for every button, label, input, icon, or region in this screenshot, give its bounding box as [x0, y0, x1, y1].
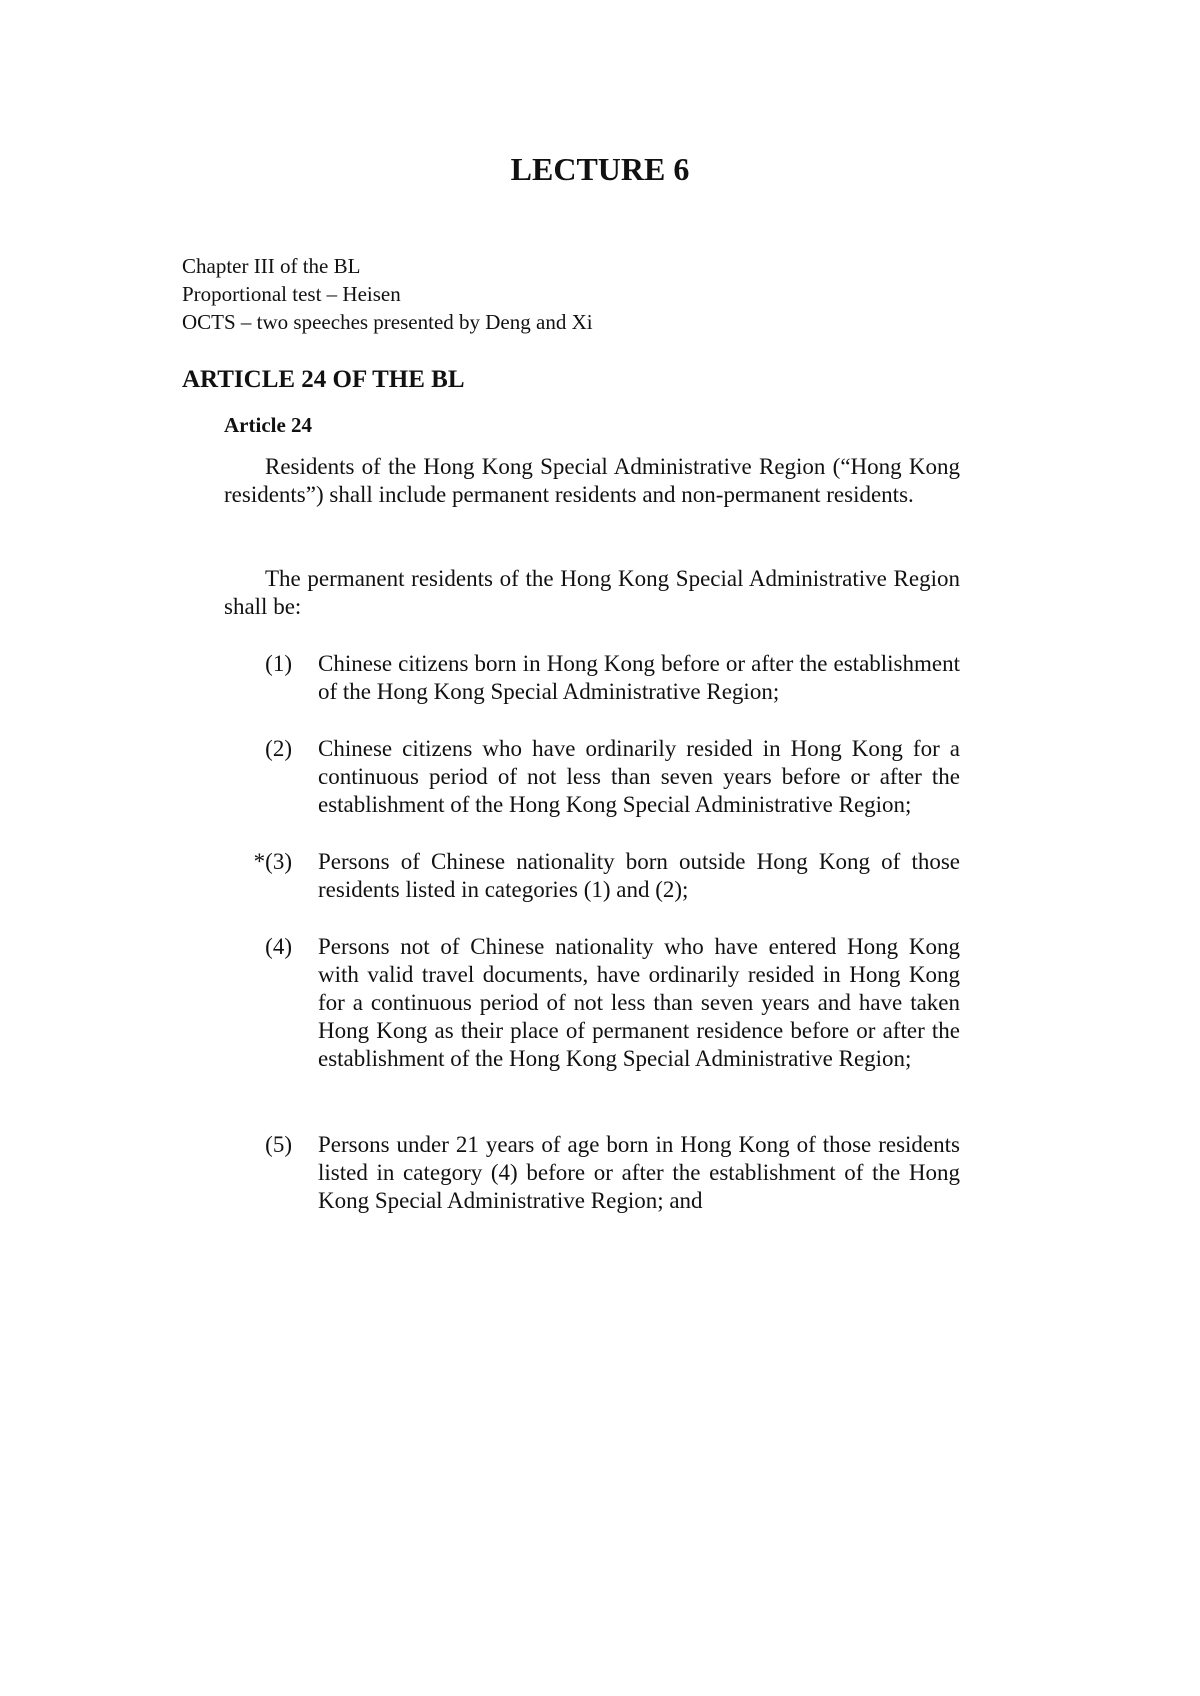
lecture-notes [182, 252, 593, 336]
list-item-text: Chinese citizens born in Hong Kong before or after the establishment of the Hong Kong Special Administrative Region; [318, 651, 960, 704]
note-line: Proportional test – Heisen [182, 282, 401, 306]
list-item [224, 650, 960, 706]
section-heading: ARTICLE 24 OF THE BL [182, 366, 465, 393]
note-line: OCTS – two speeches presented by Deng and Xi [182, 310, 593, 334]
list-item-text: Persons under 21 years of age born in Hong Kong of those residents listed in category (4) before or after the establishment of the Hong Kong Special Administrative Region; and [318, 1132, 960, 1213]
list-item-text: Persons of Chinese nationality born outside Hong Kong of those residents listed in categories (1) and (2); [318, 849, 960, 902]
article-paragraph: Residents of the Hong Kong Special Administrative Region (“Hong Kong residents”) shall include permanent residents and non-permanent residents. [224, 454, 960, 507]
list-item [224, 1131, 960, 1215]
list-item-number: (1) [265, 651, 292, 676]
note-line: Chapter III of the BL [182, 254, 361, 278]
list-item-text: Chinese citizens who have ordinarily resided in Hong Kong for a continuous period of not less than seven years before or after the establishment of the Hong Kong Special Administrative Region; [318, 736, 960, 817]
list-item [224, 735, 960, 819]
article-heading: Article 24 [224, 413, 313, 437]
list-item-number: (2) [265, 736, 292, 761]
page-title: LECTURE 6 [510, 151, 690, 187]
list-item-text: Persons not of Chinese nationality who have entered Hong Kong with valid travel documents, have ordinarily resided in Hong Kong for a continuous period of not less than seven years and have taken Hong Kong as their place of permanent residence before or after the establishment of the Hong Kong Special Administrative Region; [318, 934, 960, 1071]
list-item-number: (5) [265, 1132, 292, 1157]
list-item-number: (4) [265, 934, 292, 959]
list-item [224, 848, 960, 904]
article-paragraph: The permanent residents of the Hong Kong Special Administrative Region shall be: [224, 566, 960, 619]
list-item [224, 933, 960, 1073]
list-item-number: *(3) [253, 849, 292, 874]
